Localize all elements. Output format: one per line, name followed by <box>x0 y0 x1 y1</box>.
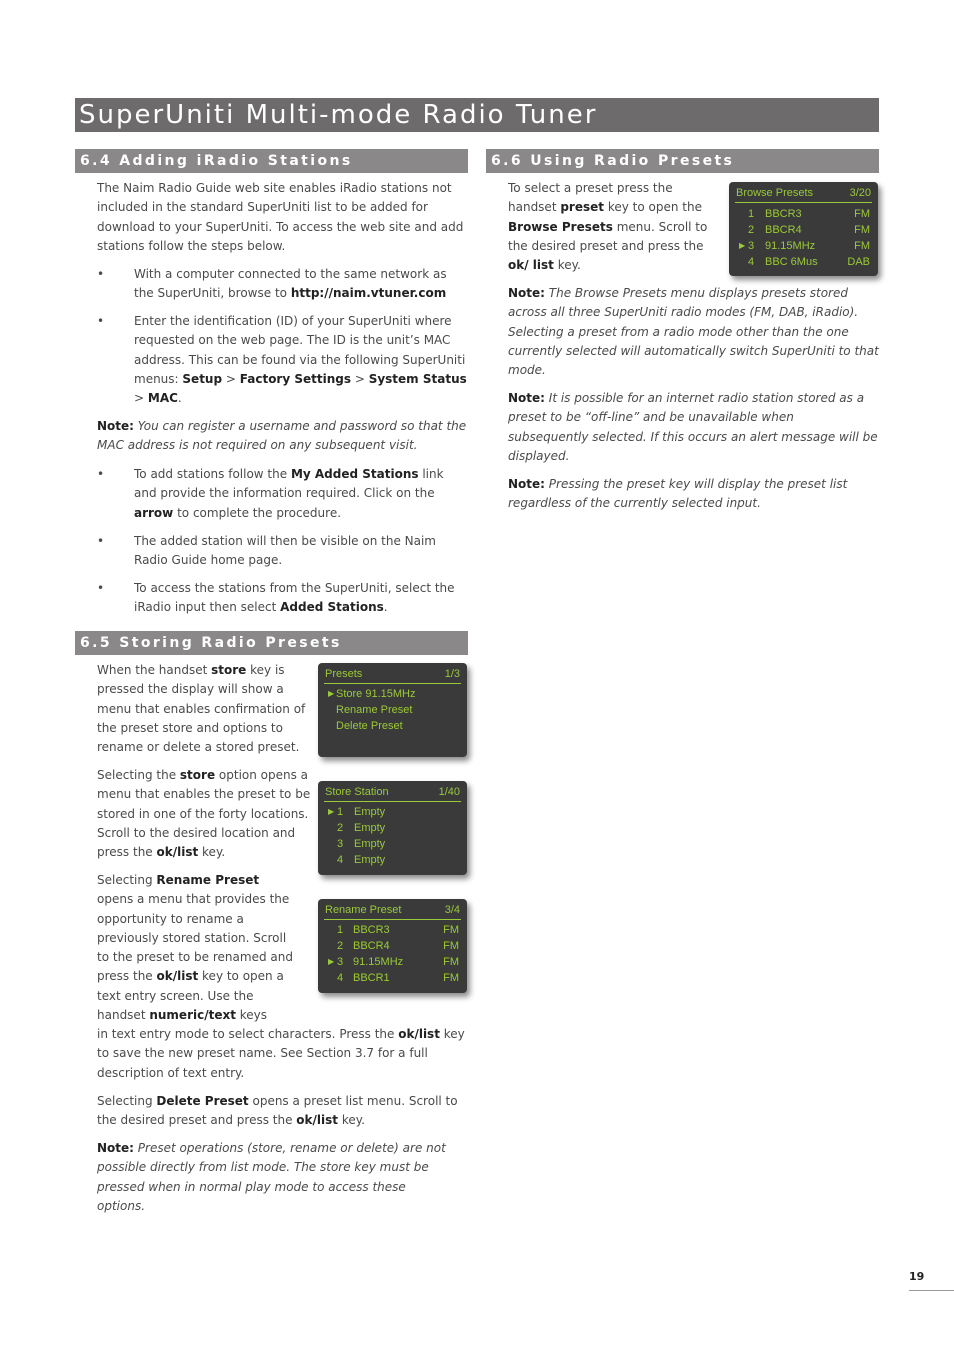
section-heading-6-5: 6.5 Storing Radio Presets <box>75 631 468 655</box>
s66-p1: To select a preset press the handset preset key to open the Browse Presets menu. Scroll to the desired preset and press the ok/ list key. <box>508 181 708 273</box>
lcd-count: 3/20 <box>849 187 871 199</box>
lcd-row: Delete Preset <box>336 720 403 732</box>
lcd-browse-presets-screen <box>729 182 878 276</box>
lcd-title: Store Station <box>325 786 389 798</box>
menu-separator: > <box>351 371 369 386</box>
lcd-count: 1/40 <box>438 786 460 798</box>
arrow-label: arrow <box>134 505 174 520</box>
lcd-title: Presets <box>325 668 363 680</box>
s66-note-2: Note: It is possible for an internet radio station stored as a preset to be “off-line” and be unavailable when subsequently selected. If this occurs an alert message will be displayed. <box>508 391 878 463</box>
menu-system-status: System Status <box>368 371 467 386</box>
s64-b3-post: to complete the procedure. <box>173 505 342 520</box>
section-heading-6-6: 6.6 Using Radio Presets <box>486 149 879 173</box>
lcd-row: 2 BBCR4 FM <box>748 224 870 236</box>
lcd-row: 1 BBCR3 FM <box>337 924 459 936</box>
bullet-marker: • <box>97 534 105 548</box>
bullet-marker: • <box>97 581 105 595</box>
menu-factory-settings: Factory Settings <box>239 371 351 386</box>
lcd-row: 2 Empty <box>337 822 386 834</box>
selection-arrow-icon: ▶ <box>328 957 335 966</box>
added-stations-label: Added Stations <box>280 600 384 615</box>
selection-arrow-icon: ▶ <box>328 807 335 816</box>
s65-p2: Selecting the store option opens a menu that enables the preset to be stored in one of the forty locations. Scroll to the desired location and press the ok/list key. <box>97 768 311 860</box>
lcd-row: ▶ Store 91.15MHz <box>328 688 416 700</box>
period: . <box>177 391 182 406</box>
lcd-header <box>735 186 872 203</box>
lcd-title: Browse Presets <box>736 187 814 199</box>
lcd-title: Rename Preset <box>325 904 402 916</box>
s64-b5-pre: To access the stations from the SuperUniti, select the iRadio input then select <box>134 581 455 615</box>
s64-b4-text: The added station will then be visible on the Naim Radio Guide home page. <box>134 534 436 568</box>
menu-separator: > <box>134 391 148 406</box>
bullet-marker: • <box>97 467 105 481</box>
lcd-presets-screen <box>318 663 467 757</box>
s65-p4: Selecting Delete Preset opens a preset list menu. Scroll to the desired preset and press the ok/list key. <box>97 1094 458 1128</box>
lcd-header <box>324 903 461 920</box>
page-number: 19 <box>909 1270 925 1283</box>
my-added-stations-link: My Added Stations <box>290 467 419 481</box>
s64-intro: The Naim Radio Guide web site enables iRadio stations not included in the standard SuperUniti list to be added for download to your SuperUniti. To access the web site and add stations follow the steps below. <box>97 181 464 253</box>
s64-bullet-3 <box>97 465 469 525</box>
s65-p3: Selecting Rename Preset opens a menu that provides the opportunity to rename a previously stored station. Scroll to the preset to be renamed and press the ok/list key to open a text entry screen. Use the handset numeric/text keys <box>97 873 293 1023</box>
lcd-row: Rename Preset <box>336 704 413 716</box>
lcd-row: 2 BBCR4 FM <box>337 940 459 952</box>
s64-b2-text: Enter the identification (ID) of your SuperUniti where requested on the web page. The ID is the unit’s MAC address. This can be found via the following SuperUniti menus: <box>134 314 466 386</box>
lcd-row: ▶ 3 91.15MHz FM <box>328 956 459 968</box>
s65-note: Note: Preset operations (store, rename or delete) are not possible directly from list mode. The store key must be pressed when in normal play mode to access these options. <box>97 1141 446 1213</box>
lcd-row: 3 Empty <box>337 838 386 850</box>
note-text: You can register a username and password so that the MAC address is not required on any subsequent visit. <box>97 419 467 453</box>
s66-note-1: Note: The Browse Presets menu displays presets stored across all three SuperUniti radio modes (FM, DAB, iRadio). Selecting a preset from a radio mode other than the one currently selected will automatically switch SuperUniti to that mode. <box>508 286 879 378</box>
menu-mac: MAC <box>147 391 178 406</box>
lcd-row: 1 BBCR3 FM <box>748 208 870 220</box>
lcd-row: 4 Empty <box>337 854 386 866</box>
section-heading-6-4: 6.4 Adding iRadio Stations <box>75 149 468 173</box>
s64-note <box>97 417 469 456</box>
lcd-row: ▶ 3 91.15MHz FM <box>739 240 870 252</box>
s65-p1: When the handset store key is pressed the display will show a menu that enables confirmation of the preset store and options to rename or delete a stored preset. <box>97 663 306 755</box>
vtuner-url: http://naim.vtuner.com <box>290 286 447 301</box>
s64-b3-mid: link and provide the information required. Click on the <box>134 467 444 501</box>
s64-bullet-2 <box>97 312 469 412</box>
s65-p3-cont: in text entry mode to select characters. Press the ok/list key to save the new preset name. See Section 3.7 for a full description of text entry. <box>97 1027 465 1080</box>
page-title: SuperUniti Multi-mode Radio Tuner <box>75 98 879 132</box>
lcd-count: 1/3 <box>444 668 460 680</box>
s64-b1-text: With a computer connected to the same network as the SuperUniti, browse to <box>134 267 447 301</box>
menu-setup: Setup <box>182 371 223 386</box>
selection-arrow-icon: ▶ <box>739 241 746 250</box>
lcd-rename-preset-screen <box>318 899 467 993</box>
lcd-row: 4 BBC 6Mus DAB <box>748 256 870 268</box>
menu-separator: > <box>222 371 240 386</box>
lcd-header <box>324 667 461 684</box>
lcd-count: 3/4 <box>444 904 460 916</box>
s64-bullet-1 <box>97 265 469 305</box>
bullet-marker: • <box>97 314 105 328</box>
s64-b3-pre: To add stations follow the <box>134 467 291 481</box>
lcd-row: 4 BBCR1 FM <box>337 972 459 984</box>
note-label: Note: <box>97 419 134 433</box>
lcd-header <box>324 785 461 802</box>
page-number-rule <box>909 1290 954 1291</box>
bullet-marker: • <box>97 267 105 281</box>
s64-bullet-4 <box>97 532 469 572</box>
s66-note-3: Note: Pressing the preset key will display the preset list regardless of the currently selected input. <box>508 477 848 511</box>
selection-arrow-icon: ▶ <box>328 689 335 698</box>
s64-bullet-5 <box>97 579 469 619</box>
period: . <box>383 600 388 615</box>
lcd-store-station-screen <box>318 781 467 875</box>
lcd-row: ▶ 1 Empty <box>328 806 386 818</box>
